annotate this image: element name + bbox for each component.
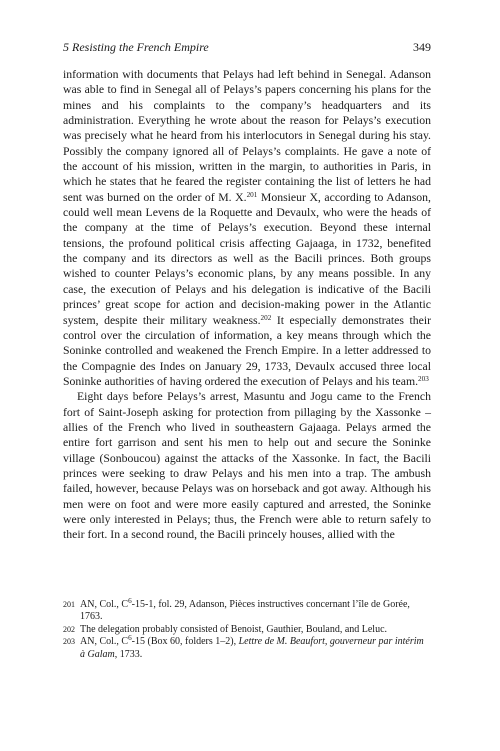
footnote-text-run: -15-1, fol. 29, Adanson, Pièces instructives concernant l’île de Gorée, 1763. [80,599,410,623]
footnote-text [80,599,431,624]
main-text [63,67,431,543]
footnote-text-run: AN, Col., C [80,599,129,610]
body-text-run: information with documents that Pelays had left behind in Senegal. Adanson was able to find in Senegal all of Pelays’s papers concerning his plans for the mines and his complaints to the company’s headquarters and its administration. Everything he wrote about the reason for Pelays’s execution was precisely what he heard from his interlocutors in Senegal during his stay. Possibly the company ignored all of Pelays’s complaints. He gave a note of the account of his mission, written in the margin, to authorities in Paris, in which he states that he feared the register containing the list of letters he had sent was burned on the order of M. X. [63,68,431,204]
footnote-text-run: , 1733. [114,648,143,660]
body-text-run: It especially demonstrates their control over the circulation of information, a key means through which the Soninke controlled and weakened the French Empire. In a letter addressed to the Compagnie des Indes on January 29, 1733, Devaulx accused three local Soninke authorities of having ordered the execution of Pelays and his team. [63,313,431,388]
footnote-201 [63,599,431,624]
footnote-text-run: AN, Col., C [80,636,129,648]
footnote-203 [63,636,431,661]
body-text-run: Eight days before Pelays’s arrest, Masuntu and Jogu came to the French fort of Saint-Joseph asking for protection from pillaging by the Xassonke – allies of the French who lived in southeastern Gajaaga. Pelays armed the entire fort garrison and sent his men to help out and secure the Soninke village (Sonboucou) against the attacks of the Xassonke. In fact, the Bacili princes were seeking to draw Pelays and his men into a trap. The ambush failed, however, because Pelays was on horseback and got away. Although his men were on foot and were more easily captured and arrested, the Soninke were only interested in Pelays; thus, the French were able to return safely to their fort. In a second round, the Bacili princely houses, allied with the [63,390,431,542]
running-header [63,40,431,54]
footnote-number: 201 [63,600,75,609]
chapter-title: 5 Resisting the French Empire [63,40,209,54]
footnote-text-run: The delegation probably consisted of Benoist, Gauthier, Bouland, and Leluc. [80,623,388,635]
paragraph-2 [63,389,431,542]
footnote-number: 202 [63,624,75,634]
footnote-marker-6: 6 [128,634,132,643]
page-number: 349 [413,40,431,54]
footnote-italic-text: Lettre de M. Beaufort, gouverneur par intérim à Galam [80,636,424,660]
footnotes [63,599,431,661]
footnote-marker-202: 202 [260,313,272,322]
footnote-marker-203: 203 [418,374,429,383]
footnote-202 [63,624,431,636]
footnote-text-run: -15 (Box 60, folders 1–2), [131,636,239,648]
paragraph-1 [63,67,431,389]
body-text-run: Monsieur X, according to Adanson, could well mean Levens de la Roquette and Devaulx, who were the heads of the company at the time of Pelays’s execution. Beyond these internal tensions, the profound political crisis affecting Gajaaga, in 1732, benefited the company and its directors as well as the Bacili princes. Both groups wished to counter Pelays’s economic plans, by any means possible. In any case, the execution of Pelays and his delegation is indicative of the Bacili princes’ great scope for action and decision-making power in the Atlantic system, despite their military weakness. [63,190,431,327]
footnote-text [80,624,431,636]
footnote-marker-6: 6 [128,597,132,605]
footnote-text [80,636,431,661]
footnote-number: 203 [63,637,75,647]
footnote-marker-201: 201 [246,190,258,199]
